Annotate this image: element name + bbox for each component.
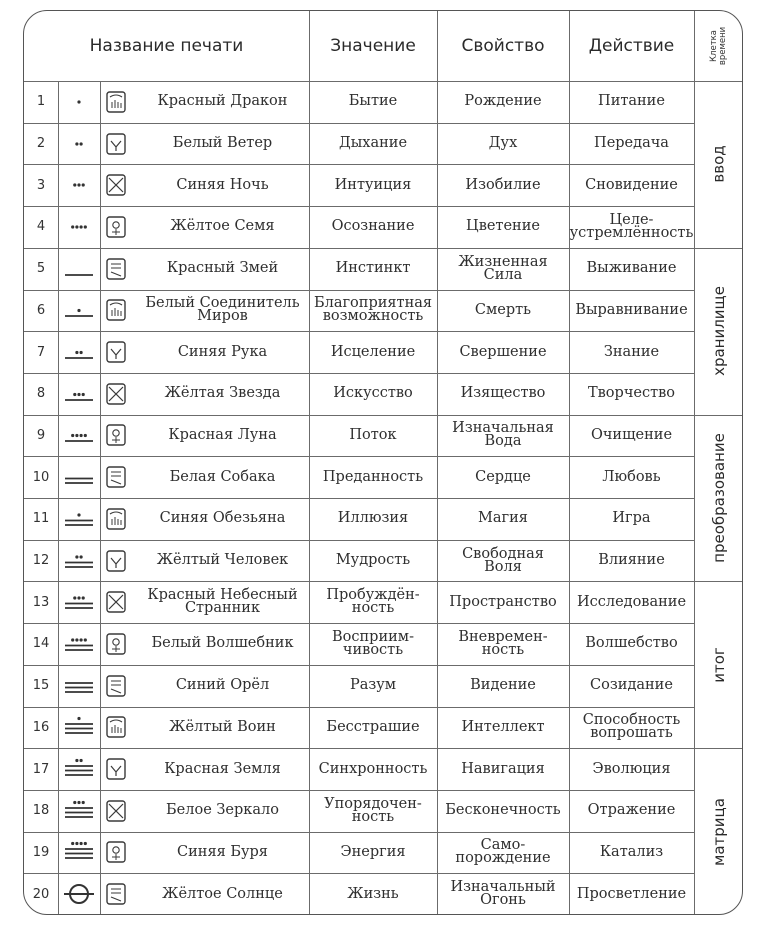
meaning-text: Осознание xyxy=(331,218,415,235)
property-cell xyxy=(437,498,569,540)
row-number-text: 19 xyxy=(32,844,50,860)
action-text: Созидание xyxy=(590,677,673,694)
header-action: Действие xyxy=(588,36,675,56)
tone-cell xyxy=(58,665,100,707)
seal-name: Синяя Обезьяна xyxy=(159,510,286,527)
tone-cell xyxy=(58,748,100,790)
action-text: Знание xyxy=(603,343,660,360)
row-number xyxy=(24,790,58,832)
property-cell xyxy=(437,623,569,665)
action-cell xyxy=(569,498,694,540)
tone-19-icon xyxy=(60,837,98,867)
seal-glyph-20-icon xyxy=(106,883,126,905)
meaning-text: Интуиция xyxy=(334,176,412,193)
property-cell xyxy=(437,540,569,582)
seal-name-cell xyxy=(100,540,309,582)
action-text: Целе- устремлённость xyxy=(569,211,694,241)
action-cell xyxy=(569,665,694,707)
tone-13-icon xyxy=(60,587,98,617)
meaning-cell xyxy=(309,748,437,790)
seal-name: Жёлтый Человек xyxy=(156,552,289,569)
seal-glyph-9-icon xyxy=(106,424,126,446)
header-time-cell: Клетка времени xyxy=(708,26,728,66)
seal-name: Жёлтая Звезда xyxy=(164,385,281,402)
seal-glyph-1-icon xyxy=(106,91,126,113)
seal-glyph-7-icon xyxy=(106,341,126,363)
property-text: Дух xyxy=(488,135,518,152)
header-meaning: Значение xyxy=(330,36,416,56)
meaning-text: Иллюзия xyxy=(337,510,409,527)
property-cell xyxy=(437,748,569,790)
meaning-cell xyxy=(309,164,437,206)
tone-cell xyxy=(58,790,100,832)
row-number-text: 5 xyxy=(36,261,46,277)
seal-table xyxy=(23,10,743,915)
row-number-text: 3 xyxy=(36,177,46,193)
action-text: Передача xyxy=(594,135,669,152)
meaning-cell xyxy=(309,81,437,123)
property-cell xyxy=(437,164,569,206)
property-cell xyxy=(437,206,569,248)
row-number xyxy=(24,415,58,457)
seal-name: Синяя Ночь xyxy=(176,176,269,193)
property-text: Свершение xyxy=(459,343,547,360)
seal-name: Синяя Рука xyxy=(177,343,268,360)
tone-8-icon xyxy=(60,379,98,409)
meaning-text: Исцеление xyxy=(330,343,416,360)
seal-name-cell xyxy=(100,748,309,790)
row-number-text: 8 xyxy=(36,386,46,402)
seal-name-cell xyxy=(100,81,309,123)
property-text: Смерть xyxy=(474,301,532,318)
property-text: Изначальная Вода xyxy=(452,420,554,450)
row-number xyxy=(24,832,58,874)
action-text: Эволюция xyxy=(592,760,671,777)
action-text: Игра xyxy=(612,510,651,527)
row-number-text: 11 xyxy=(32,511,50,527)
tone-cell xyxy=(58,623,100,665)
stage-label: матрица xyxy=(710,797,729,866)
row-number-text: 9 xyxy=(36,427,46,443)
seal-name-cell xyxy=(100,290,309,332)
header-seal-name: Название печати xyxy=(89,36,244,56)
seal-glyph-2-icon xyxy=(106,133,126,155)
tone-cell xyxy=(58,81,100,123)
tone-17-icon xyxy=(60,754,98,784)
meaning-text: Восприим- чивость xyxy=(332,628,414,658)
row-number-text: 20 xyxy=(32,886,50,902)
meaning-text: Синхронность xyxy=(318,760,428,777)
tone-cell xyxy=(58,331,100,373)
property-cell xyxy=(437,373,569,415)
action-cell xyxy=(569,331,694,373)
tone-18-icon xyxy=(60,796,98,826)
stage-label: ввод xyxy=(709,145,728,184)
meaning-cell xyxy=(309,665,437,707)
property-cell xyxy=(437,81,569,123)
seal-name-cell xyxy=(100,707,309,749)
seal-glyph-16-icon xyxy=(106,716,126,738)
stage-label-cell xyxy=(694,748,743,915)
row-number xyxy=(24,873,58,915)
row-number-text: 17 xyxy=(32,761,50,777)
meaning-cell xyxy=(309,331,437,373)
row-number-text: 15 xyxy=(32,678,50,694)
seal-glyph-12-icon xyxy=(106,550,126,572)
tone-cell xyxy=(58,164,100,206)
property-text: Рождение xyxy=(464,93,542,110)
property-text: Цветение xyxy=(466,218,540,235)
tone-2-icon xyxy=(60,129,98,159)
meaning-cell xyxy=(309,623,437,665)
action-text: Выравнивание xyxy=(575,301,688,318)
property-cell xyxy=(437,581,569,623)
action-cell xyxy=(569,623,694,665)
row-number xyxy=(24,81,58,123)
tone-cell xyxy=(58,832,100,874)
tone-3-icon xyxy=(60,170,98,200)
action-cell xyxy=(569,873,694,915)
action-text: Волшебство xyxy=(585,635,678,652)
row-number-text: 2 xyxy=(36,136,46,152)
tone-1-icon xyxy=(60,87,98,117)
action-cell xyxy=(569,790,694,832)
seal-name: Жёлтый Воин xyxy=(169,718,276,735)
meaning-cell xyxy=(309,415,437,457)
tone-7-icon xyxy=(60,337,98,367)
seal-name: Красная Луна xyxy=(168,426,277,443)
property-cell xyxy=(437,456,569,498)
seal-name: Красная Земля xyxy=(164,760,281,777)
seal-glyph-8-icon xyxy=(106,383,126,405)
row-number-text: 13 xyxy=(32,594,50,610)
seal-name-cell xyxy=(100,581,309,623)
meaning-text: Пробуждён- ность xyxy=(326,587,420,617)
tone-15-icon xyxy=(60,671,98,701)
seal-glyph-19-icon xyxy=(106,841,126,863)
seal-name: Красный Небесный Странник xyxy=(147,587,298,617)
property-cell xyxy=(437,248,569,290)
meaning-cell xyxy=(309,456,437,498)
property-text: Бесконечность xyxy=(445,802,561,819)
seal-name: Красный Дракон xyxy=(157,93,288,110)
tone-20-icon xyxy=(60,879,98,909)
seal-name-cell xyxy=(100,665,309,707)
action-text: Любовь xyxy=(602,468,661,485)
row-number xyxy=(24,331,58,373)
seal-name-cell xyxy=(100,123,309,165)
meaning-text: Преданность xyxy=(322,468,424,485)
row-number xyxy=(24,290,58,332)
action-text: Выживание xyxy=(586,260,677,277)
seal-glyph-18-icon xyxy=(106,800,126,822)
row-number xyxy=(24,707,58,749)
tone-cell xyxy=(58,373,100,415)
tone-12-icon xyxy=(60,546,98,576)
action-cell xyxy=(569,81,694,123)
property-cell xyxy=(437,665,569,707)
row-number xyxy=(24,665,58,707)
tone-6-icon xyxy=(60,295,98,325)
action-text: Просветление xyxy=(576,885,687,902)
meaning-text: Искусство xyxy=(333,385,413,402)
meaning-text: Инстинкт xyxy=(335,260,411,277)
property-text: Свободная Воля xyxy=(462,545,544,575)
action-cell xyxy=(569,123,694,165)
seal-name-cell xyxy=(100,248,309,290)
action-cell xyxy=(569,164,694,206)
meaning-cell xyxy=(309,123,437,165)
meaning-text: Бытие xyxy=(348,93,398,110)
action-cell xyxy=(569,456,694,498)
seal-glyph-13-icon xyxy=(106,591,126,613)
row-number-text: 4 xyxy=(36,219,46,235)
property-text: Само- порождение xyxy=(455,837,551,867)
tone-cell xyxy=(58,540,100,582)
property-cell xyxy=(437,331,569,373)
action-text: Способность вопрошать xyxy=(582,712,681,742)
action-cell xyxy=(569,748,694,790)
action-cell xyxy=(569,707,694,749)
meaning-cell xyxy=(309,248,437,290)
action-cell xyxy=(569,581,694,623)
action-cell xyxy=(569,290,694,332)
action-text: Питание xyxy=(598,93,665,110)
meaning-text: Жизнь xyxy=(347,885,399,902)
action-cell xyxy=(569,206,694,248)
tone-cell xyxy=(58,456,100,498)
meaning-text: Благоприятная возможность xyxy=(313,295,433,325)
tone-cell xyxy=(58,206,100,248)
action-text: Сновидение xyxy=(585,176,678,193)
tone-cell xyxy=(58,707,100,749)
action-text: Отражение xyxy=(587,802,676,819)
row-number xyxy=(24,206,58,248)
row-number xyxy=(24,123,58,165)
property-cell xyxy=(437,832,569,874)
action-text: Творчество xyxy=(587,385,676,402)
seal-glyph-11-icon xyxy=(106,508,126,530)
tone-cell xyxy=(58,581,100,623)
action-text: Влияние xyxy=(598,552,665,569)
seal-glyph-6-icon xyxy=(106,299,126,321)
row-number xyxy=(24,498,58,540)
property-text: Магия xyxy=(478,510,528,527)
meaning-text: Энергия xyxy=(340,843,406,860)
stage-label-cell xyxy=(694,415,743,582)
tone-10-icon xyxy=(60,462,98,492)
property-text: Изобилие xyxy=(465,176,541,193)
seal-name: Синий Орёл xyxy=(175,677,270,694)
property-text: Пространство xyxy=(449,593,557,610)
property-cell xyxy=(437,415,569,457)
seal-name: Белый Соединитель Миров xyxy=(145,295,300,325)
property-cell xyxy=(437,790,569,832)
action-text: Катализ xyxy=(599,843,664,860)
row-number-text: 18 xyxy=(32,803,50,819)
meaning-cell xyxy=(309,873,437,915)
row-number xyxy=(24,164,58,206)
meaning-text: Упорядочен- ность xyxy=(324,795,422,825)
action-text: Исследование xyxy=(576,593,687,610)
seal-name: Синяя Буря xyxy=(177,843,268,860)
action-cell xyxy=(569,832,694,874)
table-grid xyxy=(24,11,743,915)
seal-name: Жёлтое Солнце xyxy=(162,885,283,902)
row-number xyxy=(24,373,58,415)
tone-11-icon xyxy=(60,504,98,534)
property-text: Интеллект xyxy=(461,718,545,735)
tone-9-icon xyxy=(60,420,98,450)
row-number xyxy=(24,748,58,790)
seal-name-cell xyxy=(100,206,309,248)
meaning-cell xyxy=(309,581,437,623)
action-cell xyxy=(569,540,694,582)
seal-name-cell xyxy=(100,832,309,874)
seal-glyph-14-icon xyxy=(106,633,126,655)
row-number xyxy=(24,456,58,498)
stage-label-cell xyxy=(694,81,743,248)
row-number-text: 14 xyxy=(32,636,50,652)
tone-cell xyxy=(58,498,100,540)
seal-name-cell xyxy=(100,331,309,373)
seal-name-cell xyxy=(100,373,309,415)
meaning-cell xyxy=(309,498,437,540)
meaning-cell xyxy=(309,540,437,582)
meaning-cell xyxy=(309,206,437,248)
meaning-cell xyxy=(309,832,437,874)
row-number xyxy=(24,581,58,623)
property-cell xyxy=(437,873,569,915)
meaning-text: Дыхание xyxy=(338,135,408,152)
stage-label: итог xyxy=(709,647,728,683)
meaning-cell xyxy=(309,707,437,749)
row-number-text: 1 xyxy=(36,94,46,110)
seal-glyph-5-icon xyxy=(106,258,126,280)
property-text: Сердце xyxy=(475,468,531,485)
tone-cell xyxy=(58,415,100,457)
row-number-text: 7 xyxy=(36,344,46,360)
tone-4-icon xyxy=(60,212,98,242)
meaning-cell xyxy=(309,290,437,332)
action-text: Очищение xyxy=(590,426,673,443)
stage-label-cell xyxy=(694,248,743,415)
stage-label-cell xyxy=(694,581,743,748)
action-cell xyxy=(569,248,694,290)
seal-name-cell xyxy=(100,164,309,206)
seal-name: Белая Собака xyxy=(169,468,276,485)
seal-name-cell xyxy=(100,456,309,498)
row-number xyxy=(24,540,58,582)
tone-14-icon xyxy=(60,629,98,659)
stage-label: хранилище xyxy=(710,286,728,377)
property-text: Видение xyxy=(470,677,536,694)
seal-glyph-4-icon xyxy=(106,216,126,238)
row-number xyxy=(24,623,58,665)
property-text: Изящество xyxy=(460,385,546,402)
seal-name-cell xyxy=(100,498,309,540)
meaning-text: Разум xyxy=(349,677,397,694)
stage-label: преобразование xyxy=(710,433,729,563)
property-cell xyxy=(437,290,569,332)
property-text: Жизненная Сила xyxy=(458,253,548,283)
seal-name-cell xyxy=(100,790,309,832)
row-number xyxy=(24,248,58,290)
meaning-text: Поток xyxy=(349,426,397,443)
seal-glyph-3-icon xyxy=(106,174,126,196)
meaning-text: Мудрость xyxy=(335,552,411,569)
tone-cell xyxy=(58,290,100,332)
seal-name-cell xyxy=(100,623,309,665)
seal-name: Белый Ветер xyxy=(172,135,273,152)
header-property: Свойство xyxy=(461,36,545,56)
seal-name: Красный Змей xyxy=(166,260,279,277)
tone-5-icon xyxy=(60,254,98,284)
seal-name: Белое Зеркало xyxy=(166,802,279,819)
seal-name-cell xyxy=(100,873,309,915)
tone-cell xyxy=(58,123,100,165)
property-cell xyxy=(437,123,569,165)
seal-glyph-10-icon xyxy=(106,466,126,488)
property-text: Вневремен- ность xyxy=(458,628,548,658)
seal-glyph-17-icon xyxy=(106,758,126,780)
action-cell xyxy=(569,373,694,415)
tone-16-icon xyxy=(60,712,98,742)
seal-glyph-15-icon xyxy=(106,675,126,697)
meaning-cell xyxy=(309,373,437,415)
property-text: Изначальный Огонь xyxy=(450,879,556,909)
meaning-text: Бесстрашие xyxy=(326,718,420,735)
property-text: Навигация xyxy=(461,760,545,777)
action-cell xyxy=(569,415,694,457)
seal-name: Жёлтое Семя xyxy=(170,218,275,235)
row-number-text: 12 xyxy=(32,553,50,569)
seal-name-cell xyxy=(100,415,309,457)
row-number-text: 16 xyxy=(32,719,50,735)
row-number-text: 10 xyxy=(32,469,50,485)
property-cell xyxy=(437,707,569,749)
tone-cell xyxy=(58,248,100,290)
meaning-cell xyxy=(309,790,437,832)
row-number-text: 6 xyxy=(36,302,46,318)
seal-name: Белый Волшебник xyxy=(151,635,294,652)
tone-cell xyxy=(58,873,100,915)
